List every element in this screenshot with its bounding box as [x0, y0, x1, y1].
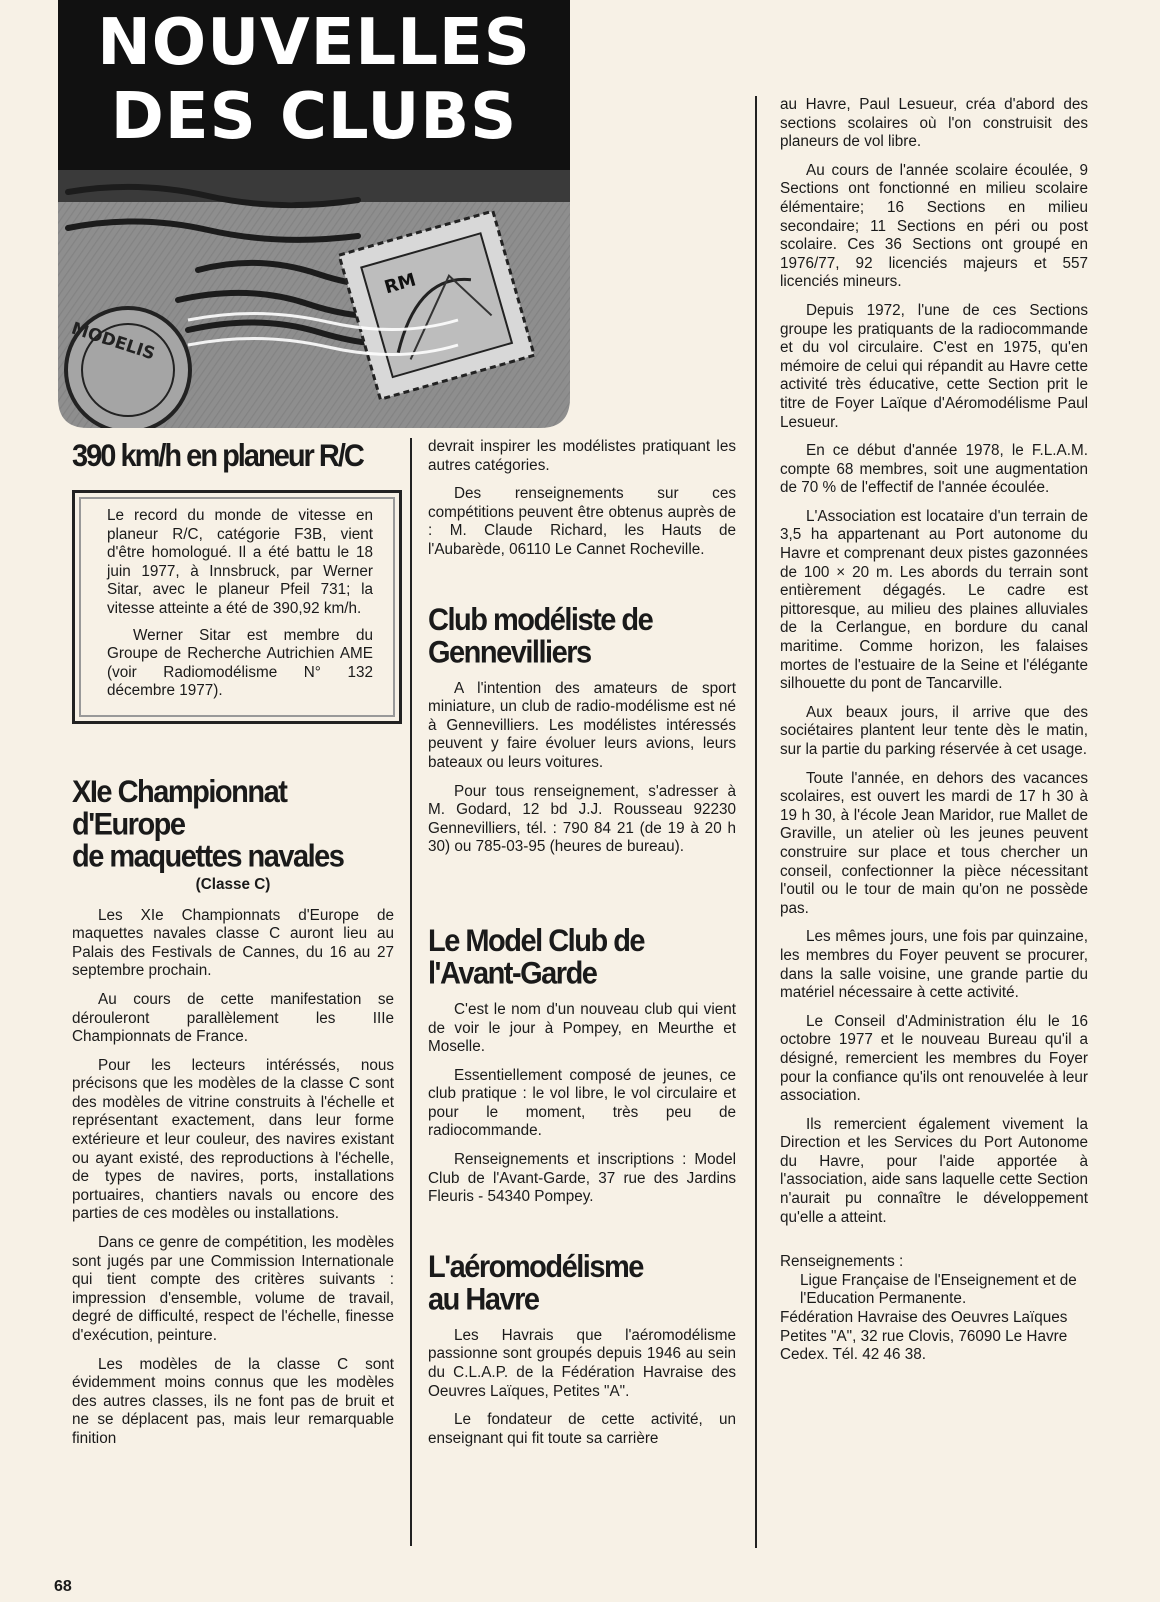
article-title-speed-record: 390 km/h en planeur R/C	[72, 438, 363, 474]
championship-paragraph-5-continued: devrait inspirer les modélistes pratiquant les autres catégories.	[428, 438, 736, 474]
havre-info-line-2: Fédération Havraise des Oeuvres Laïques Petites "A", 32 rue Clovis, 76090 Le Havre Cedex. Tél. 42 46 38.	[780, 1309, 1068, 1364]
section-title	[58, 6, 570, 154]
havre-title-line-2: au Havre	[428, 1282, 539, 1317]
title-line-2: DES CLUBS	[110, 80, 518, 154]
championship-subtitle: (Classe C)	[195, 875, 271, 893]
havre-title-line-1: L'aéromodélisme	[428, 1249, 643, 1285]
avant-garde-paragraph-1: C'est le nom d'un nouveau club qui vient de voir le jour à Pompey, en Meurthe et Moselle.	[428, 1000, 736, 1056]
column-1	[72, 440, 394, 1459]
championship-paragraph-6: Des renseignements sur ces compétitions peuvent être obtenus auprès de : M. Claude Richard, les Hauts de l'Aubarède, 06110 Le Cannet Rocheville.	[428, 485, 736, 558]
havre-paragraph-10: Le Conseil d'Administration élu le 16 octobre 1977 et le nouveau Bureau qu'il a désigné, remercient les membres du Foyer pour la confiance qu'ils ont renouvelée à leur association.	[780, 1012, 1088, 1105]
championship-paragraph-5: Les modèles de la classe C sont évidemment moins connus que les modèles des autres classes, ils ne font pas de bruit et ne se déplacent pas, mais leur remarquable finition	[72, 1355, 394, 1447]
column-3	[780, 96, 1088, 1365]
avant-garde-paragraph-3: Renseignements et inscriptions : Model Club de l'Avant-Garde, 37 rue des Jardins Fleuris - 54340 Pompey.	[428, 1151, 736, 1206]
gennevilliers-paragraph-1: A l'intention des amateurs de sport miniature, un club de radio-modélisme est né à Gennevilliers. Les modélistes intéressés peuvent y faire évoluer leurs avions, leurs bateaux ou leurs voitures.	[428, 679, 736, 771]
column-divider-1	[410, 438, 412, 1546]
havre-paragraph-8: Toute l'année, en dehors des vacances scolaires, est ouvert les mardi de 17 h 30 à 19 h 30, à l'école Jean Maridor, rue Mallet de Graville, un atelier où les jeunes peuvent construire sur place et tous chercher un conseil, confectionner la pièce nécessitant l'outil ou le tour de main qu'on ne possède pas.	[780, 769, 1088, 917]
gennevilliers-paragraph-2: Pour tous renseignement, s'adresser à M. Godard, 12 bd J.J. Rousseau 92230 Gennevilliers, tél. : 790 84 21 (de 19 à 20 h 30) ou 785-03-95 (heures de bureau).	[428, 782, 736, 856]
title-line-1: NOUVELLES	[97, 6, 531, 80]
havre-paragraph-2-continued: au Havre, Paul Lesueur, créa d'abord des sections scolaires où l'on construisit des planeurs de vol libre.	[780, 96, 1088, 151]
record-paragraph-1: Le record du monde de vitesse en planeur R/C, catégorie F3B, vient d'être homologué. Il a été battu le 18 juin 1977, à Innsbruck, par Werner Sitar, avec le planeur Pfeil 731; la vitesse atteinte a été de 390,92 km/h.	[107, 507, 373, 617]
article-title-gennevilliers	[428, 604, 736, 669]
avant-garde-title-line-2: l'Avant-Garde	[428, 956, 597, 991]
avant-garde-title-line-1: Le Model Club de	[428, 923, 645, 959]
article-title-avant-garde	[428, 925, 736, 990]
record-paragraph-2: Werner Sitar est membre du Groupe de Recherche Autrichien AME (voir Radiomodélisme N° 132 décembre 1977).	[107, 626, 373, 700]
havre-info-line-1: Ligue Française de l'Enseignement et de l'Education Permanente.	[800, 1271, 1077, 1308]
havre-paragraph-5: En ce début d'année 1978, le F.L.A.M. compte 68 membres, soit une augmentation de 70 % de l'effectif de l'année écoulée.	[780, 442, 1088, 497]
page-number: 68	[54, 1578, 72, 1595]
championship-paragraph-4: Dans ce genre de compétition, les modèles sont jugés par une Commission Internationale qui tient compte des critères suivants : impression d'ensemble, volume de travail, degré de difficulté, respect de l'échelle, finesse d'exécution, peinture.	[72, 1234, 394, 1344]
havre-paragraph-1: Les Havrais que l'aéromodélisme passionne sont groupés depuis 1946 au sein du C.L.A.P. de la Fédération Havraise des Oeuvres Laïques, Petites "A".	[428, 1326, 736, 1400]
havre-paragraph-3: Au cours de l'année scolaire écoulée, 9 Sections ont fonctionné en milieu scolaire élémentaire; 16 Sections en milieu secondaire; 11 Sections en péri ou post scolaire. Ces 36 Sections ont groupé en 1976/77, 92 licenciés majeurs et 557 licenciés mineurs.	[780, 161, 1088, 291]
havre-paragraph-7: Aux beaux jours, il arrive que des sociétaires plantent leur tente dès le matin, sur la partie du parking réservée à cet usage.	[780, 703, 1088, 758]
havre-paragraph-11: Ils remercient également vivement la Direction et les Services du Port Autonome du Havre, pour l'aide apportée à l'association, aide sans laquelle cette Section n'aurait pu connaître le développement qu'elle a atteint.	[780, 1115, 1088, 1226]
column-divider-2	[755, 96, 757, 1548]
havre-info-label: Renseignements :	[780, 1253, 904, 1271]
championship-paragraph-3: Pour les lecteurs intéréssés, nous précisons que les modèles de la classe C sont des modèles de vitrine construits à l'échelle et représentant exactement, dans leur forme extérieure et leur couleur, des navires existant ou ayant existé, des reproductions à l'échelle, de types de navires, ports, installations portuaires, chantiers navals ou encore des parties de ces modèles ou installations.	[72, 1056, 394, 1223]
championship-title-line-2: de maquettes navales	[72, 839, 344, 875]
gennevilliers-title-line-1: Club modéliste de	[428, 602, 653, 638]
column-2	[428, 438, 736, 1458]
article-title-havre	[428, 1251, 736, 1316]
championship-paragraph-1: Les XIe Championnats d'Europe de maquettes navales classe C auront lieu au Palais des Festivals de Cannes, du 16 au 27 septembre prochain.	[72, 906, 394, 980]
havre-paragraph-6: L'Association est locataire d'un terrain de 3,5 ha appartenant au Port autonome du Havre et comprenant deux pistes gazonnées de 100 × 20 m. Les abords du terrain sont entièrement dégagés. Le cadre est pittoresque, au milieu des plaines alluviales de la Cerlangue, en bordure du canal maritime. Comme horizon, les falaises mortes de l'estuaire de la Seine et l'élégante silhouette du pont de Tancarville.	[780, 507, 1088, 693]
havre-paragraph-4: Depuis 1972, l'une de ces Sections groupe les pratiquants de la radiocommande et du vol circulaire. C'est en 1975, qu'en mémoire de celui qui répandit au Havre cette activité très éducative, cette Section prit le titre de Foyer Laïque d'Aéromodélisme Paul Lesueur.	[780, 301, 1088, 431]
postmark-illustration	[58, 170, 570, 428]
svg-text:RM: RM	[382, 269, 419, 299]
avant-garde-paragraph-2: Essentiellement composé de jeunes, ce club pratique : le vol libre, le vol circulaire et pour le moment, très peu de radiocommande.	[428, 1066, 736, 1140]
article-title-championship	[72, 776, 394, 873]
gennevilliers-title-line-2: Gennevilliers	[428, 634, 591, 670]
record-box	[72, 490, 402, 724]
championship-paragraph-2: Au cours de cette manifestation se dérouleront parallèlement les IIIe Championnats de France.	[72, 990, 394, 1046]
havre-paragraph-9: Les mêmes jours, une fois par quinzaine, les membres du Foyer peuvent se procurer, dans la salle voisine, une grande partie du matériel nécessaire à cette activité.	[780, 928, 1088, 1002]
havre-paragraph-2: Le fondateur de cette activité, un enseignant qui fit toute sa carrière	[428, 1411, 736, 1447]
stamp-text: MODELIS	[68, 318, 158, 365]
championship-title-line-1: XIe Championnat d'Europe	[72, 774, 287, 842]
